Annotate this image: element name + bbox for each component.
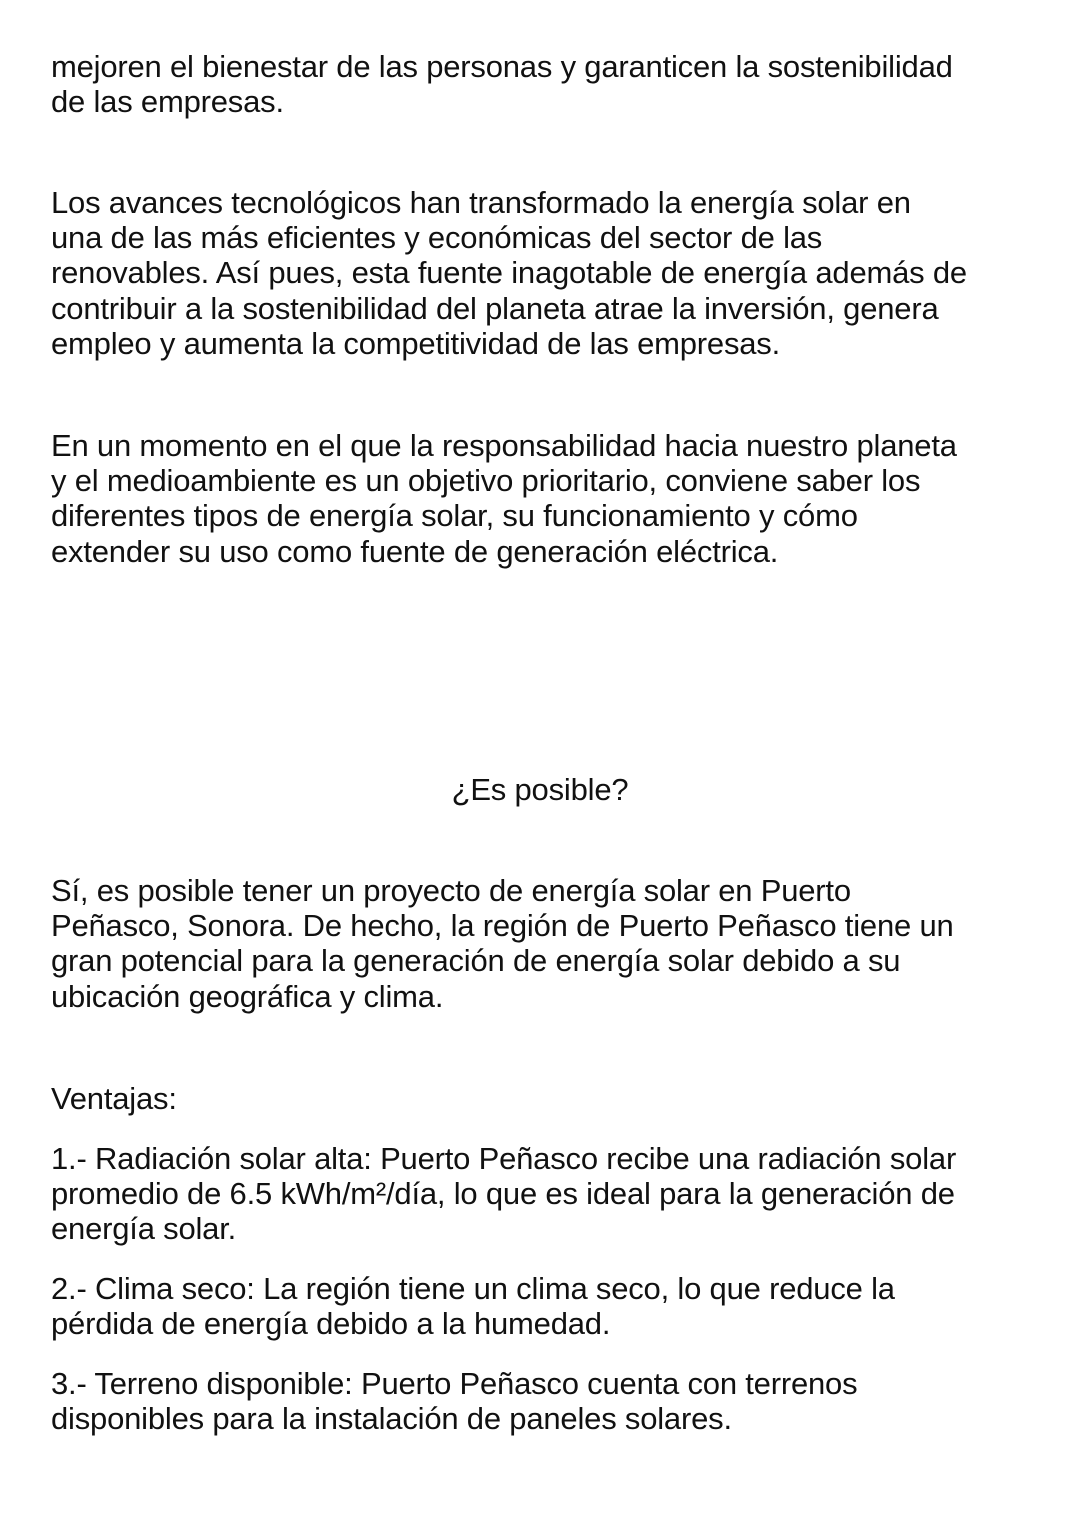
- text-line: pérdida de energía debido a la humedad.: [51, 1306, 611, 1342]
- text-line: 1.- Radiación solar alta: Puerto Peñasco recibe una radiación solar: [51, 1141, 957, 1176]
- text-line: promedio de 6.5 kWh/m²/día, lo que es ideal para la generación de: [51, 1176, 955, 1212]
- text-line: Sí, es posible tener un proyecto de energía solar en Puerto: [51, 873, 851, 908]
- text-line: Los avances tecnológicos han transformado la energía solar en: [51, 185, 911, 220]
- advantages-label: [51, 1081, 1051, 1116]
- text-line: ubicación geográfica y clima.: [51, 978, 444, 1014]
- text-line: empleo y aumenta la competitividad de las empresas.: [51, 325, 781, 361]
- text-line: contribuir a la sostenibilidad del planeta atrae la inversión, genera: [51, 290, 939, 326]
- text-line: renovables. Así pues, esta fuente inagotable de energía además de: [51, 255, 967, 291]
- environment-paragraph: [51, 428, 1051, 569]
- intro-paragraph-tail: [51, 49, 1051, 119]
- advantage-item-3: [51, 1366, 1051, 1436]
- text-line: y el medioambiente es un objetivo prioritario, conviene saber los: [51, 463, 921, 499]
- text-line: disponibles para la instalación de paneles solares.: [51, 1401, 732, 1437]
- text-line: gran potencial para la generación de energía solar debido a su: [51, 943, 901, 979]
- text-line: En un momento en el que la responsabilidad hacia nuestro planeta: [51, 428, 957, 463]
- text-line: mejoren el bienestar de las personas y garanticen la sostenibilidad: [51, 49, 953, 84]
- advantage-item-2: [51, 1271, 1051, 1341]
- advantage-item-1: [51, 1141, 1051, 1247]
- text-line: 2.- Clima seco: La región tiene un clima seco, lo que reduce la: [51, 1271, 895, 1306]
- text-line: Ventajas:: [51, 1081, 177, 1116]
- text-line: 3.- Terreno disponible: Puerto Peñasco cuenta con terrenos: [51, 1366, 858, 1401]
- possibility-paragraph: [51, 873, 1051, 1014]
- text-line: extender su uso como fuente de generación eléctrica.: [51, 533, 779, 569]
- text-line: una de las más eficientes y económicas del sector de las: [51, 220, 823, 256]
- section-heading: ¿Es posible?: [451, 772, 629, 807]
- text-line: diferentes tipos de energía solar, su funcionamiento y cómo: [51, 498, 858, 534]
- technology-paragraph: [51, 185, 1051, 361]
- text-line: energía solar.: [51, 1211, 237, 1247]
- text-line: de las empresas.: [51, 84, 284, 120]
- text-line: Peñasco, Sonora. De hecho, la región de Puerto Peñasco tiene un: [51, 908, 954, 944]
